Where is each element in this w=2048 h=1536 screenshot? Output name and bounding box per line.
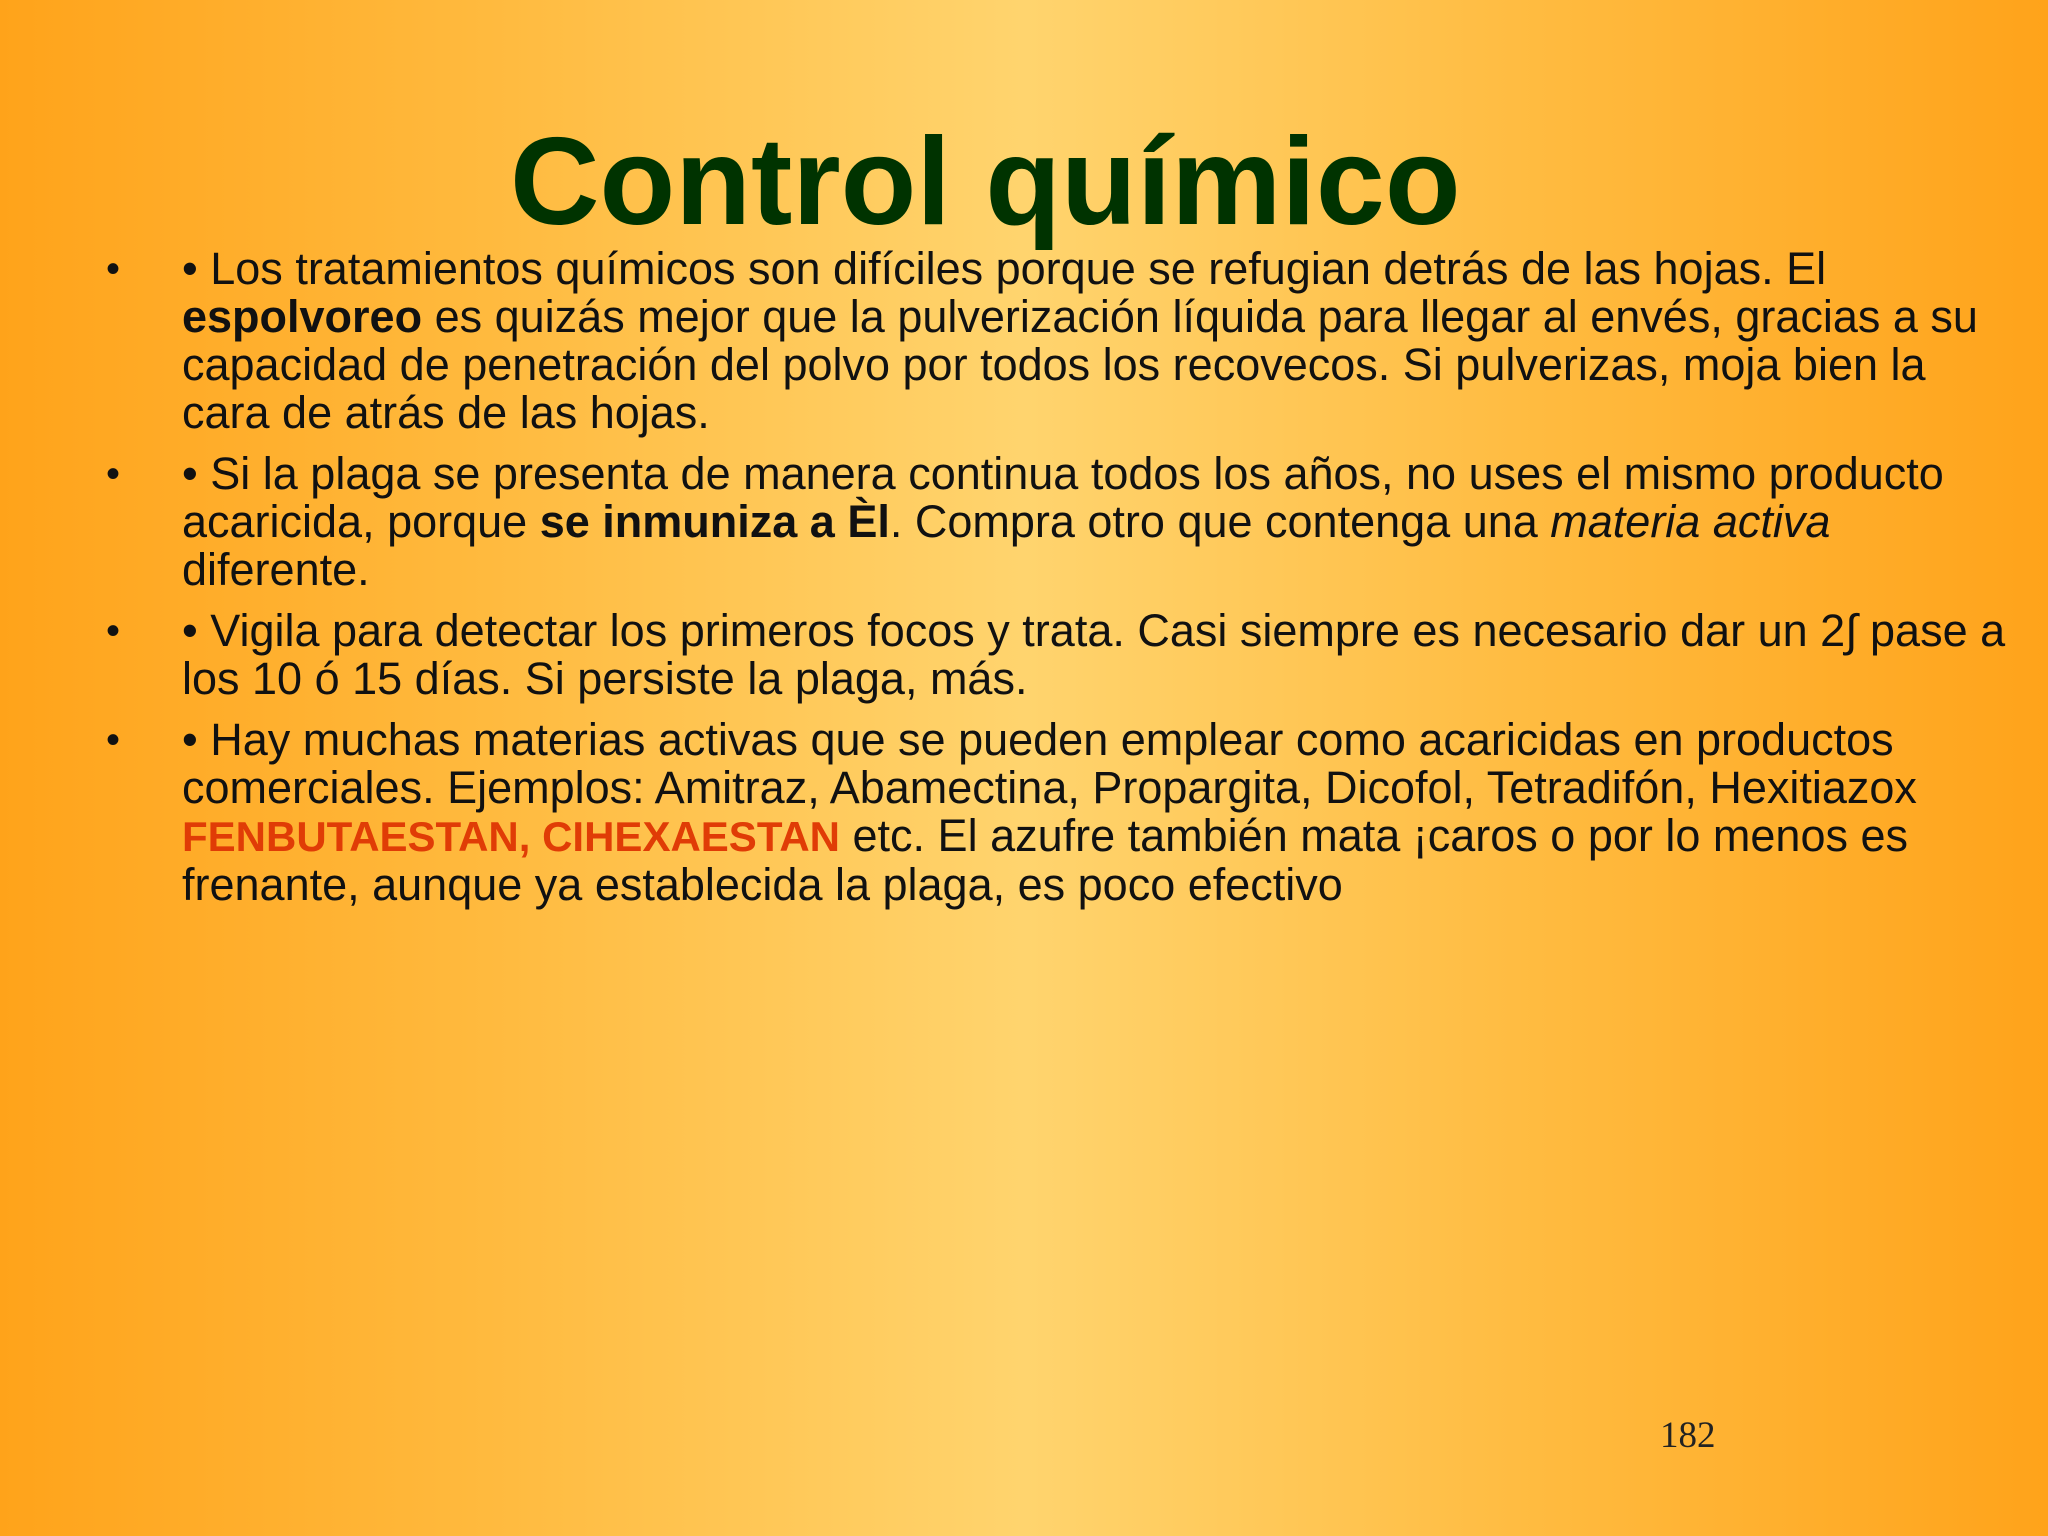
bullet-list (0, 245, 2048, 909)
bullet-text (182, 448, 1944, 595)
emphasis-espolvoreo: espolvoreo (182, 291, 423, 342)
bullet-marker: • (106, 247, 121, 291)
bullet-text-segment: etc. El azufre también mata ¡caros o por lo menos es frenante, aunque ya establecida la plaga, es poco efectivo (182, 810, 1908, 910)
bullet-text (182, 605, 2005, 704)
slide-title: Control químico (510, 113, 1461, 251)
highlight-active-ingredients: FENBUTAESTAN, CIHEXAESTAN (182, 813, 841, 860)
emphasis-se-inmuniza: se inmuniza a Èl (539, 496, 890, 547)
bullet-marker: • (106, 609, 121, 653)
emphasis-materia-activa: materia activa (1550, 496, 1831, 547)
bullet-item (0, 245, 2048, 437)
bullet-text-segment: . Compra otro que contenga una (889, 496, 1551, 547)
bullet-text (182, 714, 1917, 910)
bullet-text-segment: es quizás mejor que la pulverización líquida para llegar al envés, gracias a su capacidad de penetración del polvo por todos los recovecos. Si pulverizas, moja bien la cara de atrás de las hojas. (182, 291, 1978, 438)
bullet-text (182, 243, 1978, 438)
bullet-marker: • (106, 452, 121, 496)
bullet-text-segment: • Los tratamientos químicos son difíciles porque se refugian detrás de las hojas. El (182, 243, 1827, 294)
bullet-text-segment: • Si la plaga se presenta de manera continua todos los años, no uses el mismo producto acaricida, porque (182, 448, 1944, 547)
page-number: 182 (1660, 1415, 1716, 1456)
bullet-item (0, 607, 2048, 703)
bullet-item (0, 450, 2048, 594)
bullet-text-segment: • Vigila para detectar los primeros focos y trata. Casi siempre es necesario dar un 2∫ pase a los 10 ó 15 días. Si persiste la plaga, más. (182, 605, 2006, 704)
bullet-text-segment: diferente. (182, 544, 370, 595)
bullet-item (0, 716, 2048, 909)
bullet-text-segment: • Hay muchas materias activas que se pueden emplear como acaricidas en productos comerciales. Ejemplos: Amitraz, Abamectina, Propargita, Dicofol, Tetradifón, Hexitiazox (182, 714, 1917, 813)
bullet-marker: • (106, 718, 121, 762)
